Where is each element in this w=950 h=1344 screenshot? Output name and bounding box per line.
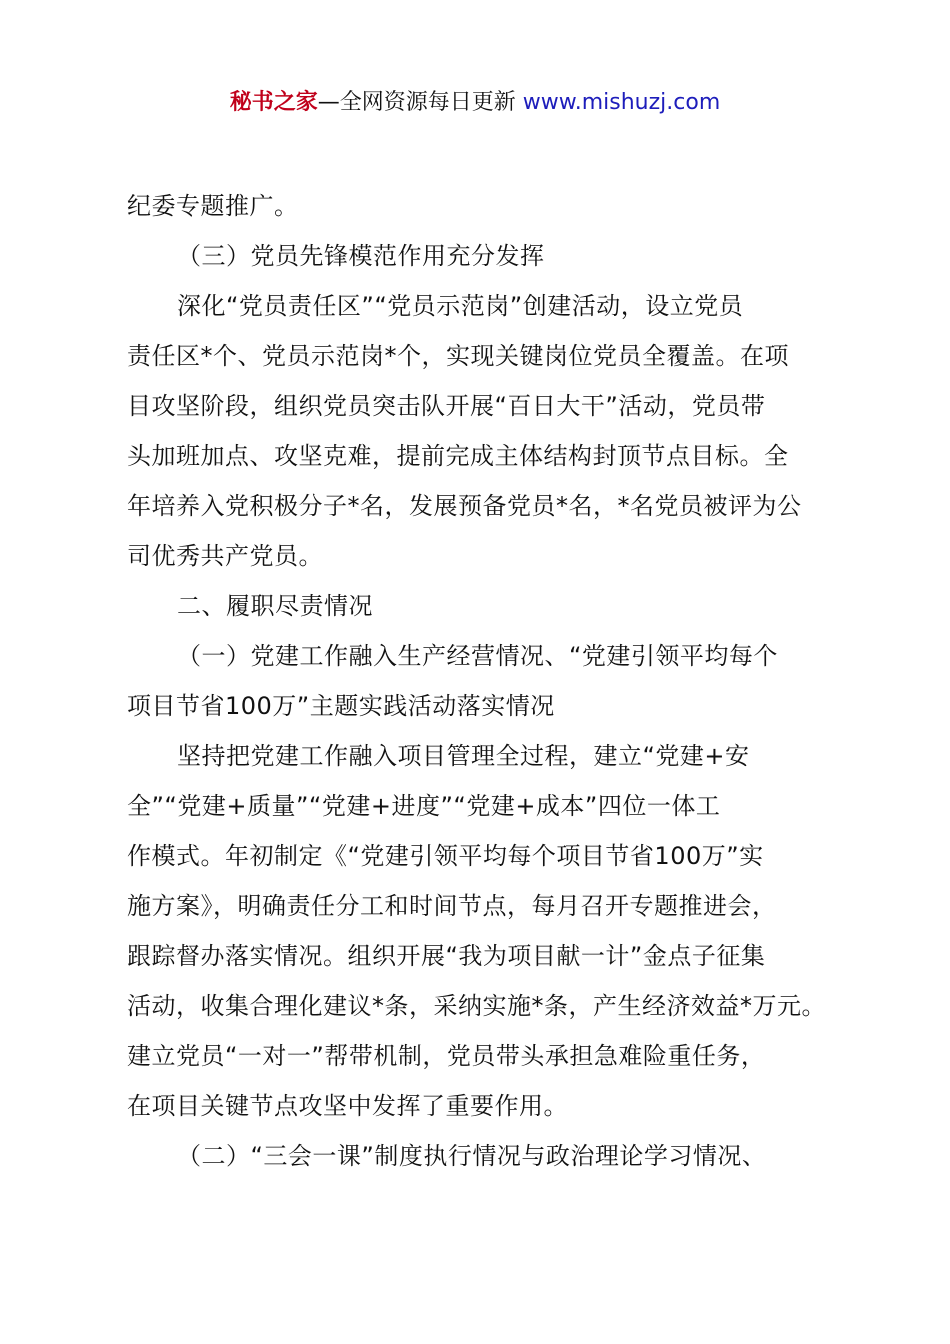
- text-line: 深化“党员责任区”“党员示范岗”创建活动，设立党员: [177, 292, 744, 320]
- text-line: 全”“党建+质量”“党建+进度”“党建+成本”四位一体工: [127, 792, 721, 820]
- text-line: 年培养入党积极分子*名，发展预备党员*名，*名党员被评为公: [127, 492, 802, 520]
- text-line: 坚持把党建工作融入项目管理全过程，建立“党建+安: [177, 742, 750, 770]
- text-line: 头加班加点、攻坚克难，提前完成主体结构封顶节点目标。全: [127, 442, 789, 470]
- text-line: 纪委专题推广。: [127, 192, 299, 220]
- text-line: 司优秀共产党员。: [127, 542, 323, 570]
- document-body: [127, 181, 842, 1181]
- site-url-link[interactable]: www.mishuzj.com: [522, 90, 721, 115]
- text-line: 跟踪督办落实情况。组织开展“我为项目献一计”金点子征集: [127, 942, 766, 970]
- section-heading: （一）党建工作融入生产经营情况、“党建引领平均每个: [177, 642, 778, 670]
- text-line: 建立党员“一对一”帮带机制，党员带头承担急难险重任务，: [127, 1042, 766, 1070]
- text-line: 责任区*个、党员示范岗*个，实现关键岗位党员全覆盖。在项: [127, 342, 789, 370]
- section-heading: （三）党员先锋模范作用充分发挥: [177, 242, 545, 270]
- text-line: 施方案》，明确责任分工和时间节点，每月召开专题推进会，: [127, 892, 777, 920]
- header-slogan: —全网资源每日更新: [317, 90, 523, 115]
- text-line: 在项目关键节点攻坚中发挥了重要作用。: [127, 1092, 568, 1120]
- section-heading: 二、履职尽责情况: [177, 592, 373, 620]
- brand-name: 秘书之家: [229, 90, 318, 115]
- site-header: [0, 86, 950, 120]
- text-line: 活动，收集合理化建议*条，采纳实施*条，产生经济效益*万元。: [127, 992, 826, 1020]
- text-line: 项目节省100万”主题实践活动落实情况: [127, 692, 555, 720]
- text-line: 作模式。年初制定《“党建引领平均每个项目节省100万”实: [127, 842, 764, 870]
- section-heading: （二）“三会一课”制度执行情况与政治理论学习情况、: [177, 1142, 767, 1170]
- text-line: 目攻坚阶段，组织党员突击队开展“百日大干”活动，党员带: [127, 392, 766, 420]
